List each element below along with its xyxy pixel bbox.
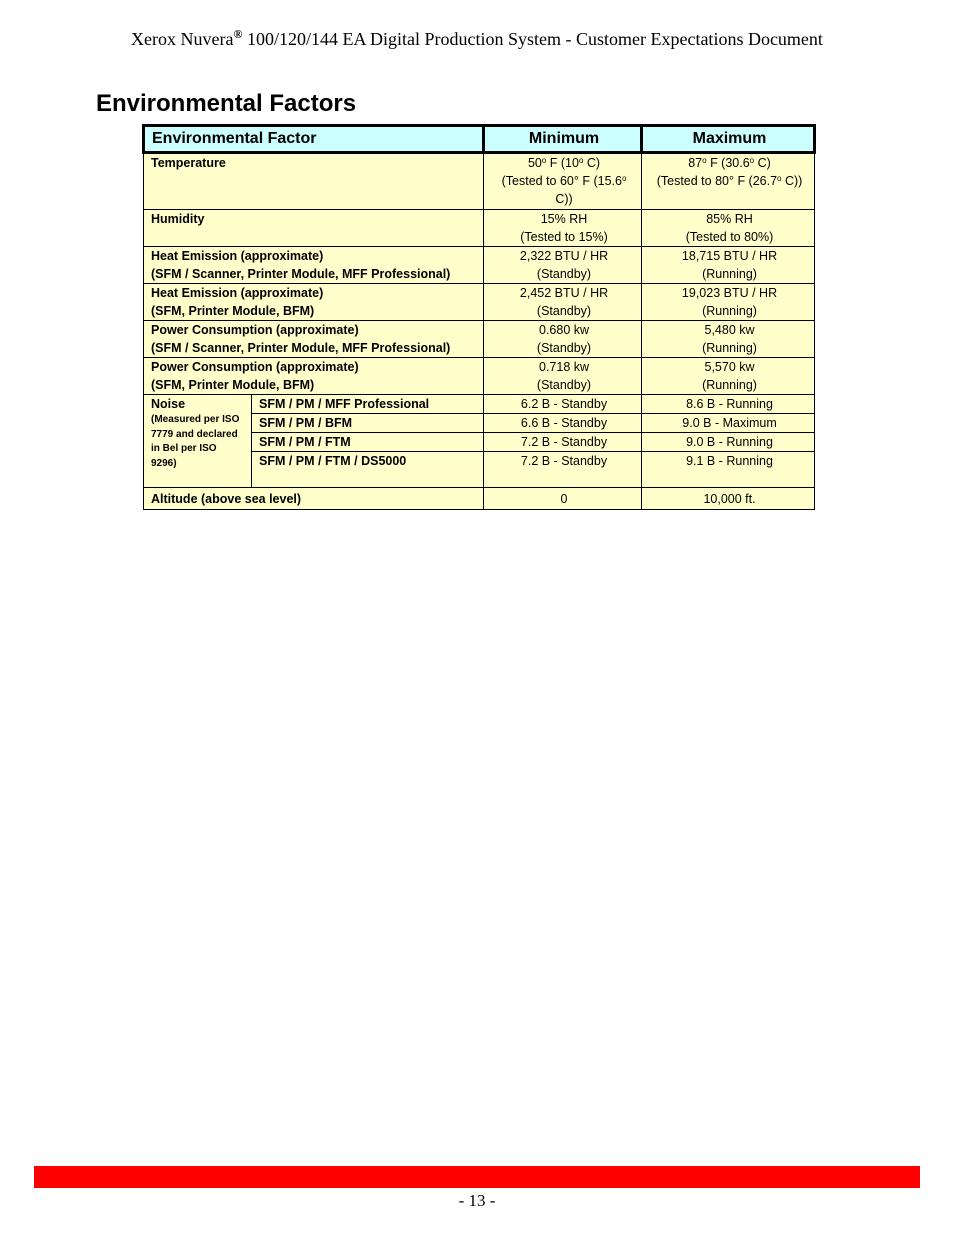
noise-config: SFM / PM / BFM (252, 414, 484, 433)
temperature-max: 87$^o$ F (30.6$^o$ C) (Tested to 80° F (26.7$^o$ C)) (642, 153, 815, 210)
table-row-power-mff (144, 321, 815, 358)
power-mff-max: 5,480 kw (Running) (642, 321, 815, 358)
noise-max: 9.0 B - Running (642, 433, 815, 452)
temperature-label: Temperature (144, 153, 484, 210)
noise-config: SFM / PM / FTM (252, 433, 484, 452)
power-bfm-min: 0.718 kw (Standby) (484, 358, 642, 395)
noise-label-cell (144, 395, 252, 488)
table-row-temperature (144, 153, 815, 210)
heat-emission-bfm-min: 2,452 BTU / HR (Standby) (484, 284, 642, 321)
noise-max: 8.6 B - Running (642, 395, 815, 414)
table-row-noise-1 (144, 395, 815, 414)
registered-mark: ® (233, 27, 243, 41)
noise-min: 6.6 B - Standby (484, 414, 642, 433)
heat-emission-bfm-label: Heat Emission (approximate) (SFM, Printer Module, BFM) (144, 284, 484, 321)
altitude-min: 0 (484, 488, 642, 510)
header-title-prefix: Xerox Nuvera (131, 29, 234, 49)
noise-config: SFM / PM / MFF Professional (252, 395, 484, 414)
power-mff-label: Power Consumption (approximate) (SFM / Scanner, Printer Module, MFF Professional) (144, 321, 484, 358)
humidity-max: 85% RH (Tested to 80%) (642, 210, 815, 247)
humidity-label: Humidity (144, 210, 484, 247)
noise-note: (Measured per ISO 7779 and declared in Bel per ISO 9296) (151, 414, 240, 469)
header-title-suffix: 100/120/144 EA Digital Production System - Customer Expectations Document (242, 29, 823, 49)
altitude-max: 10,000 ft. (642, 488, 815, 510)
table-row-humidity (144, 210, 815, 247)
power-bfm-max: 5,570 kw (Running) (642, 358, 815, 395)
noise-min: 6.2 B - Standby (484, 395, 642, 414)
section-title: Environmental Factors (96, 90, 357, 117)
table-row-power-bfm (144, 358, 815, 395)
column-header-minimum: Minimum (484, 126, 642, 153)
document-header (0, 28, 954, 50)
column-header-maximum: Maximum (642, 126, 815, 153)
noise-config: SFM / PM / FTM / DS5000 (252, 452, 484, 488)
heat-emission-mff-min: 2,322 BTU / HR (Standby) (484, 247, 642, 284)
noise-min: 7.2 B - Standby (484, 452, 642, 488)
noise-label: Noise (151, 397, 186, 411)
footer-bar (34, 1166, 920, 1188)
altitude-label: Altitude (above sea level) (144, 488, 484, 510)
noise-min: 7.2 B - Standby (484, 433, 642, 452)
power-bfm-label: Power Consumption (approximate) (SFM, Printer Module, BFM) (144, 358, 484, 395)
noise-max: 9.0 B - Maximum (642, 414, 815, 433)
column-header-factor: Environmental Factor (144, 126, 484, 153)
heat-emission-mff-label: Heat Emission (approximate) (SFM / Scanner, Printer Module, MFF Professional) (144, 247, 484, 284)
heat-emission-bfm-max: 19,023 BTU / HR (Running) (642, 284, 815, 321)
page-number: - 13 - (458, 1191, 496, 1210)
temperature-min: 50$^o$ F (10$^o$ C) (Tested to 60° F (15.6$^o$ C)) (484, 153, 642, 210)
power-mff-min: 0.680 kw (Standby) (484, 321, 642, 358)
table-row-altitude (144, 488, 815, 510)
table-row-heat-emission-mff (144, 247, 815, 284)
noise-max: 9.1 B - Running (642, 452, 815, 488)
heat-emission-mff-max: 18,715 BTU / HR (Running) (642, 247, 815, 284)
humidity-min: 15% RH (Tested to 15%) (484, 210, 642, 247)
environmental-factors-table (142, 124, 816, 510)
table-row-heat-emission-bfm (144, 284, 815, 321)
table-header-row (144, 126, 815, 153)
